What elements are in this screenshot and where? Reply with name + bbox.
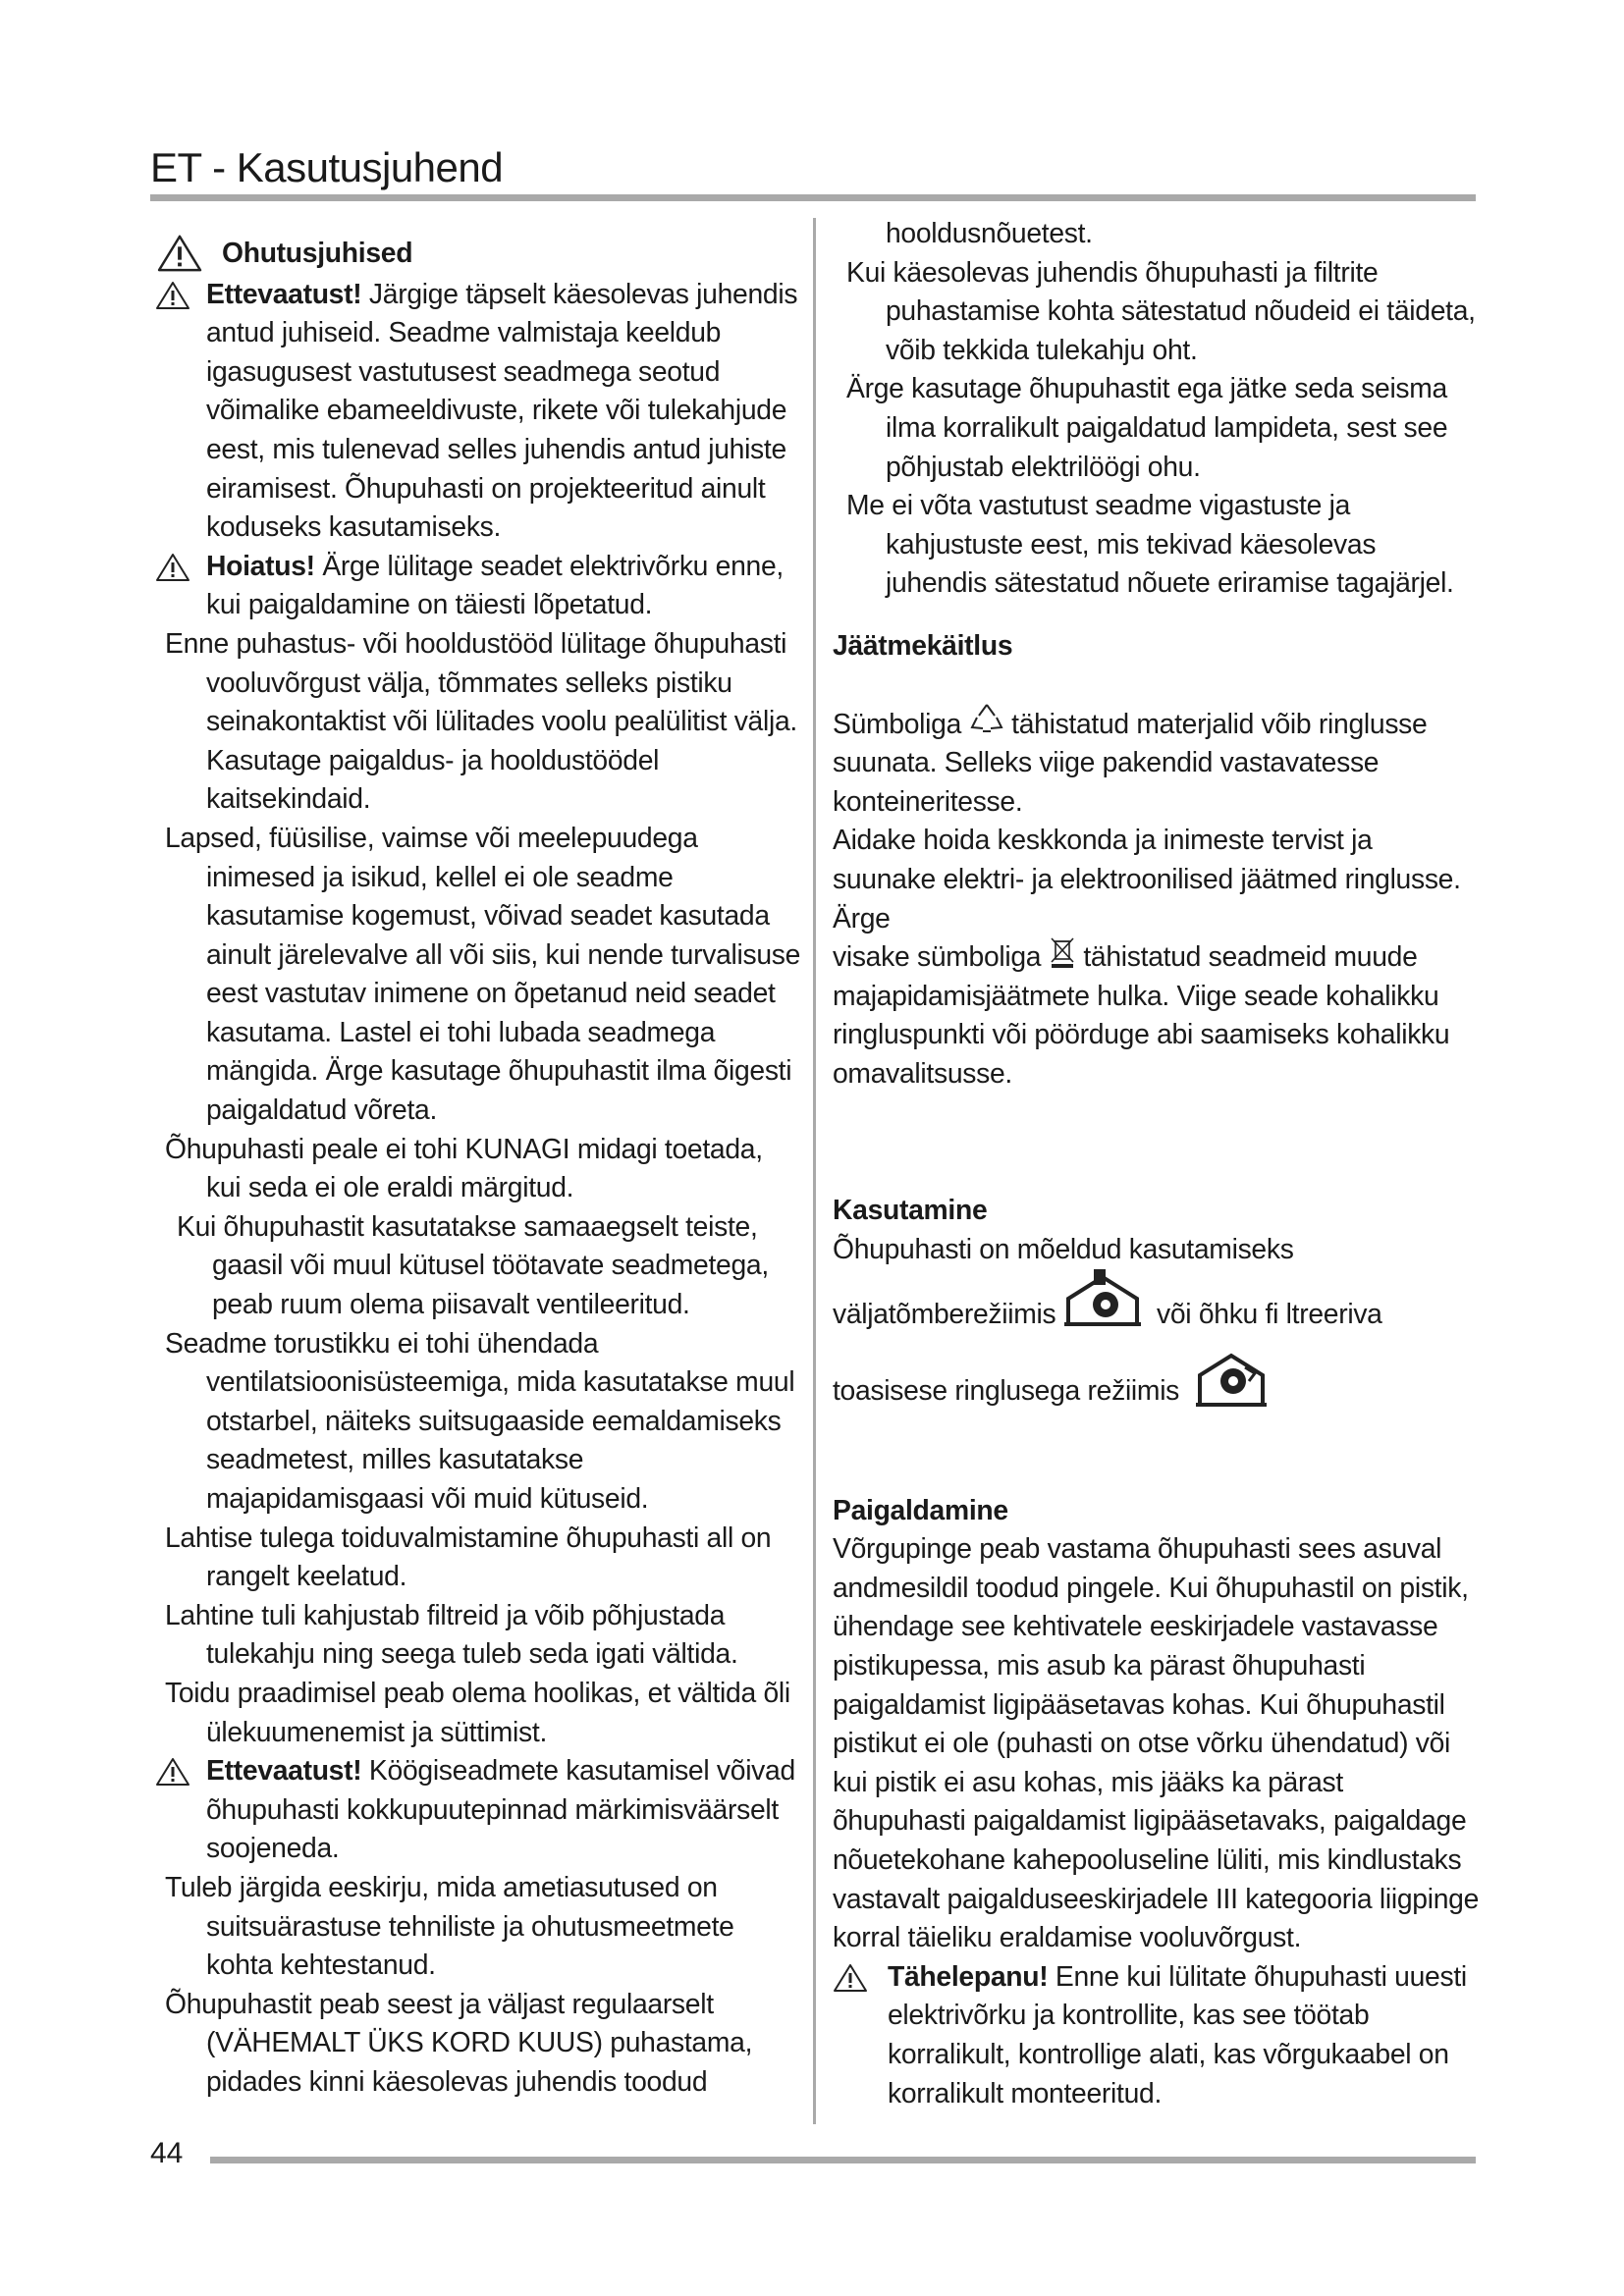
page-title: ET - Kasutusjuhend [150,144,504,190]
warning-triangle-icon [833,1963,868,1993]
usage-text: Õhupuhasti on mõeldud kasutamiseks [833,1233,1294,1265]
extraction-mode-icon [1062,1269,1143,1328]
usage-recirculation-line [833,1348,1481,1405]
warning-triangle-icon [155,234,204,273]
safety-paragraph: Enne puhastus- või hooldustööd lülitage õhupuhasti vooluvõrgust välja, tõmmates selleks pistiku seinakontaktist või lülitades voolu pealülitist välja. Kasutage paigaldus- ja hooldustöödel kaitsekindaid. [165,626,797,815]
usage-recirculation-text: toasisese ringlusega režiimis [833,1373,1180,1406]
usage-extraction-line [833,1269,1481,1338]
header-rule [150,194,1476,201]
safety-paragraph: Toidu praadimisel peab olema hoolikas, et vältida õli ülekuumenemist ja süttimist. [165,1676,790,1747]
safety-paragraph: Lahtise tulega toiduvalmistamine õhupuhasti all on rangelt keelatud. [165,1521,772,1592]
note-text: Enne kui lülitate õhupuhasti uuesti elektrivõrku ja kontrollite, kas see töötab korralikult, kontrollige alati, kas võrgukaabel on korralikult monteeritud. [888,1959,1467,2109]
waste-paragraph-electronics: Aidake hoida keskkonda ja inimeste tervist ja suunake elektri- ja elektroonilised jäätmed ringlusse. [833,824,1461,894]
section-title-usage: Kasutamine [833,1194,988,1226]
safety-paragraph: Ärge kasutage õhupuhastit ega jätke seda seisma ilma korralikult paigaldatud lampideta, sest see põhjustab elektrilöögi ohu. [846,372,1448,482]
warning-label: Hoiatus! [206,549,315,581]
safety-paragraph: Õhupuhasti peale ei tohi KUNAGI midagi toetada, kui seda ei ole eraldi märgitud. [165,1132,763,1203]
usage-filter-text: või õhku fi ltreeriva [1157,1297,1382,1329]
warning-triangle-icon [155,1757,190,1787]
safety-paragraph: Õhupuhastit peab seest ja väljast regulaarselt (VÄHEMALT ÜKS KORD KUUS) puhastama, pidades kinni käesolevas juhendis toodud [165,1987,753,2097]
waste-paragraph-recycle: Sümboliga tähistatud materjalid võib ringlusse suunata. Selleks viige pakendid vastavatesse konteineritesse. [833,705,1481,822]
section-title-safety: Ohutusjuhised [222,237,413,268]
warning-text: Järgige täpselt käesolevas juhendis antud juhiseid. Seadme valmistaja keeldub igasugusest vastutusest seadmega seotud võimalike ebameeldivuste, rikete või tulekahjude eest, mis tulenevad selles juhendis antud juhiste eiramisest. Õhupuhasti on projekteeritud ainult koduseks kasutamiseks. [206,277,798,543]
warning-label: Ettevaatust! [206,1754,362,1787]
installation-text: Võrgupinge peab vastama õhupuhasti sees asuval andmesildil toodud pingele. Kui õhupuhastil on pistik, ühendage see kehtivatele eeskirjadele vastavasse pistikupessa, mis asub ka pärast õhupuhasti paigaldamist ligipääsetavas kohas. Kui õhupuhastil pistikut ei ole (puhasti on otse võrku ühendatud) või kui pistik ei asu kohas, mis jääks ka pärast õhupuhasti paigaldamist ligipääsetavaks, paigaldage nõuetekohane kahepooluseline lüliti, mis kindlustaks vastavalt paigalduseeskirjadele III kategooria liigpinge korral täieliku eraldamise vooluvõrgust. [833,1532,1480,1953]
right-column [833,214,1481,2112]
warning-text: Köögiseadmete kasutamisel võivad õhupuhasti kokkupuutepinnad märkimisväärselt soojeneda. [206,1754,795,1864]
safety-paragraph: Lapsed, füüsilise, vaimse või meelepuudega inimesed ja isikud, kellel ei ole seadme kasutamise kogemust, võivad seadet kasutada ainult järelevalve all või siis, kui nende turvalisuse eest vastutav inimene on õpetanud neid seadet kasutama. Lastel ei tohi lubada seadmega mängida. Ärge kasutage õhupuhastit ilma õigesti paigaldatud võreta. [165,821,801,1126]
crossed-bin-icon [1049,935,1076,969]
safety-paragraph: Seadme torustikku ei tohi ühendada ventilatsioonisüsteemiga, mida kasutatakse muul otstarbel, näiteks suitsugaaside eemaldamiseks seadmetest, milles kasutatakse majapidamisgaasi või muid kütuseid. [165,1326,795,1514]
note-attention [833,1957,1481,2112]
warning-triangle-icon [155,281,190,310]
warning-label: Ettevaatust! [206,277,362,309]
safety-paragraph: Lahtine tuli kahjustab filtreid ja võib põhjustada tulekahju ning seega tuleb seda igati vältida. [165,1598,738,1670]
warning-hoiatus [165,547,803,624]
recycle-icon [969,702,1004,735]
safety-paragraph: Me ei võta vastutust seadme vigastuste ja kahjustuste eest, mis tekivad käesolevas juhendis sätestatud nõuete eriramise tagajärjel. [846,489,1454,599]
safety-paragraph: Tuleb järgida eeskirju, mida ametiasutused on suitsuärastuse tehniliste ja ohutusmeetmete kohta kehtestanud. [165,1870,734,1981]
warning-triangle-icon [155,553,190,582]
safety-paragraph: Kui õhupuhastit kasutatakse samaaegselt teiste, gaasil või muul kütusel töötavate seadmetega, peab ruum olema piisavalt ventileeritud. [177,1209,769,1320]
section-title-waste: Jäätmekäitlus [833,628,1013,661]
warning-caution-2 [165,1751,803,1868]
continued-text: hooldusnõuetest. [886,217,1093,248]
page-number: 44 [150,2137,184,2169]
safety-heading [165,234,803,273]
warning-caution-1 [165,275,803,547]
warning-text: Ärge lülitage seadet elektrivõrku enne, kui paigaldamine on täiesti lõpetatud. [206,549,784,620]
waste-paragraph-weee: visake sümboliga tähistatud seadmeid muude majapidamisjäätmete hulka. Viige seade kohalikku ringluspunkti või pöörduge abi saamiseks kohalikku omavalitsusse. [833,937,1481,1093]
column-divider [813,218,816,2124]
section-title-installation: Paigaldamine [833,1493,1008,1525]
recirculation-mode-icon [1194,1348,1269,1409]
left-column [165,234,803,2102]
footer-rule [210,2157,1476,2163]
note-label: Tähelepanu! [888,1959,1049,1992]
usage-extraction-text: väljatõmberežiimis [833,1297,1056,1329]
safety-paragraph: Kui käesolevas juhendis õhupuhasti ja filtrite puhastamise kohta sätestatud nõudeid ei täideta, võib tekkida tulekahju oht. [846,255,1476,365]
waste-paragraph-ärge: Ärge [833,901,891,934]
